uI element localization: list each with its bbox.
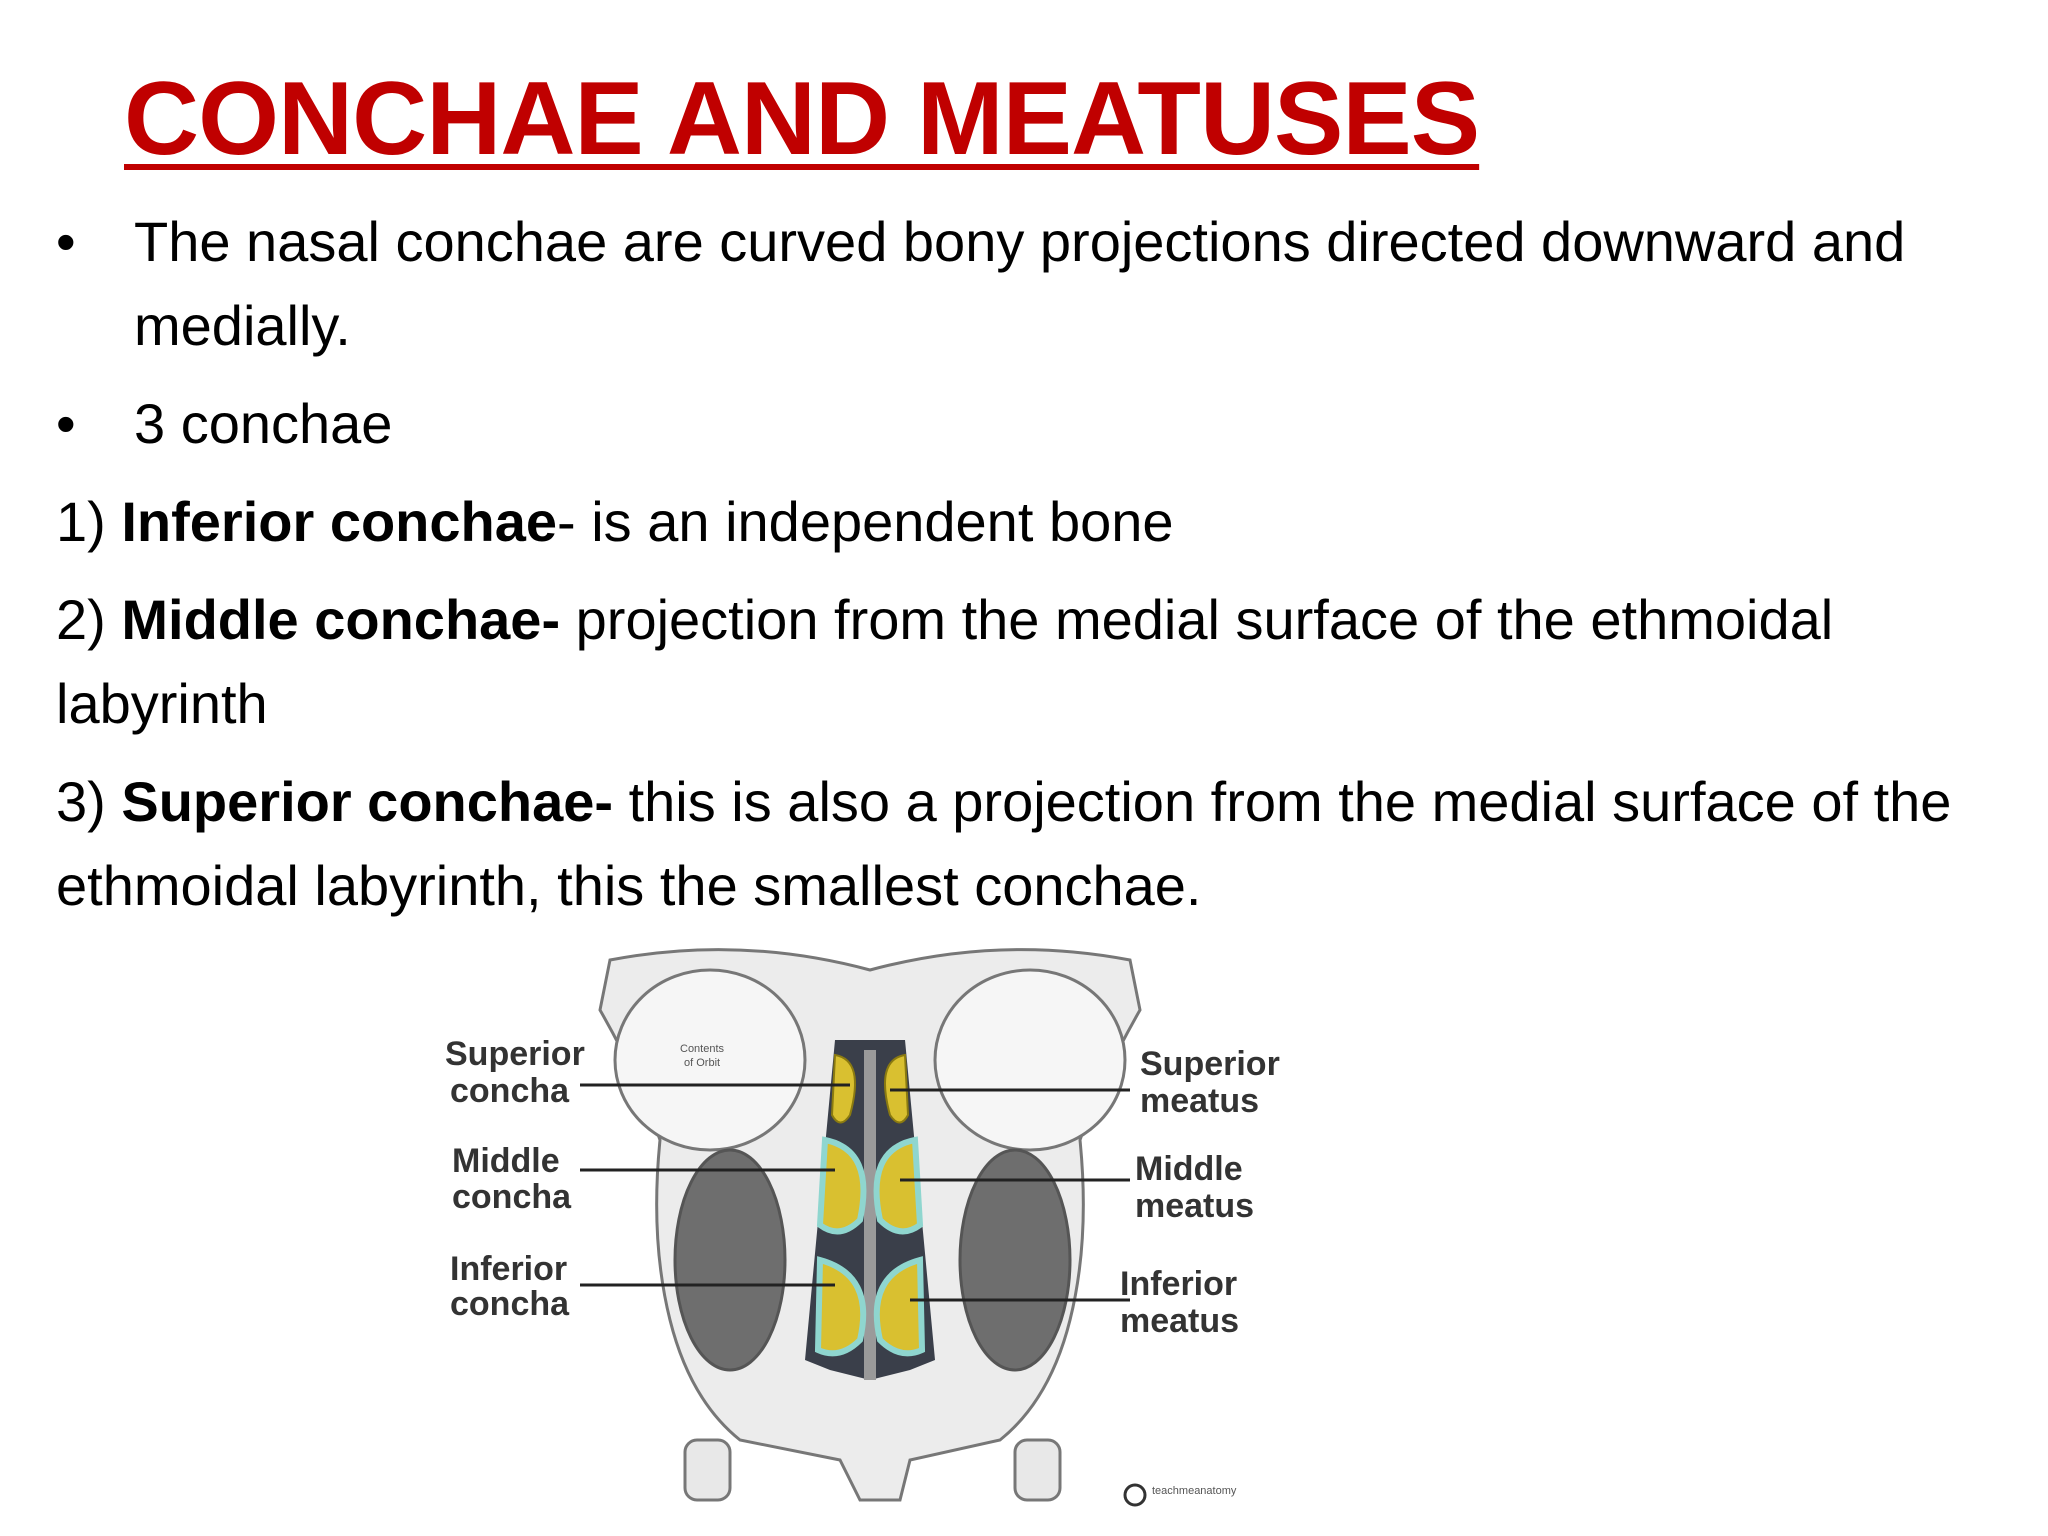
label-inferior-meatus: meatus	[1120, 1302, 1240, 1340]
watermark: teachmeanatomy	[1152, 1485, 1237, 1497]
left-superior-concha	[832, 1055, 855, 1123]
item-number: 3)	[56, 770, 106, 833]
orbit-text: of Orbit	[684, 1057, 721, 1069]
label-superior-concha: Superior	[445, 1035, 585, 1073]
item-description: - is an independent bone	[557, 490, 1174, 553]
slide-title: CONCHAE AND MEATUSES	[124, 61, 1480, 177]
numbered-item-inferior	[56, 480, 1956, 564]
item-description: this is also a projection from the medial surface of the ethmoidal labyrinth, this the smallest conchae.	[56, 770, 1952, 917]
nasal-cavity-diagram	[440, 940, 1300, 1520]
item-description: projection from the medial surface of the ethmoidal labyrinth	[56, 588, 1834, 735]
item-term: Superior conchae-	[121, 770, 614, 833]
label-middle-concha: Middle	[452, 1142, 560, 1180]
item-number: 2)	[56, 588, 106, 651]
left-tooth	[685, 1440, 730, 1500]
right-orbit	[935, 970, 1125, 1150]
right-maxillary-sinus	[960, 1150, 1070, 1370]
bullet-text: 3 conchae	[134, 392, 393, 455]
bullet-icon: •	[56, 392, 76, 455]
label-superior-meatus: meatus	[1140, 1082, 1260, 1120]
copyright-icon	[1125, 1485, 1145, 1505]
item-term: Middle conchae-	[121, 588, 561, 651]
bullet-item	[56, 200, 1956, 368]
numbered-item-superior	[56, 760, 1956, 928]
right-tooth	[1015, 1440, 1060, 1500]
label-inferior-concha: concha	[450, 1285, 570, 1323]
numbered-item-middle	[56, 578, 1956, 746]
label-superior-meatus: Superior	[1140, 1045, 1280, 1083]
label-middle-meatus: Middle	[1135, 1150, 1243, 1188]
label-inferior-concha: Inferior	[450, 1250, 568, 1288]
nasal-septum	[864, 1050, 876, 1380]
label-inferior-meatus: Inferior	[1120, 1265, 1238, 1303]
left-maxillary-sinus	[675, 1150, 785, 1370]
slide-body	[56, 200, 1956, 942]
item-number: 1)	[56, 490, 106, 553]
bullet-item	[56, 382, 1956, 466]
orbit-text: Contents	[680, 1043, 725, 1055]
label-superior-concha: concha	[450, 1072, 570, 1110]
label-middle-concha: concha	[452, 1178, 572, 1216]
diagram-svg	[440, 940, 1300, 1520]
bullet-icon: •	[56, 210, 76, 273]
bullet-text: The nasal conchae are curved bony projections directed downward and medially.	[134, 210, 1906, 357]
item-term: Inferior conchae	[121, 490, 558, 553]
label-middle-meatus: meatus	[1135, 1187, 1255, 1225]
